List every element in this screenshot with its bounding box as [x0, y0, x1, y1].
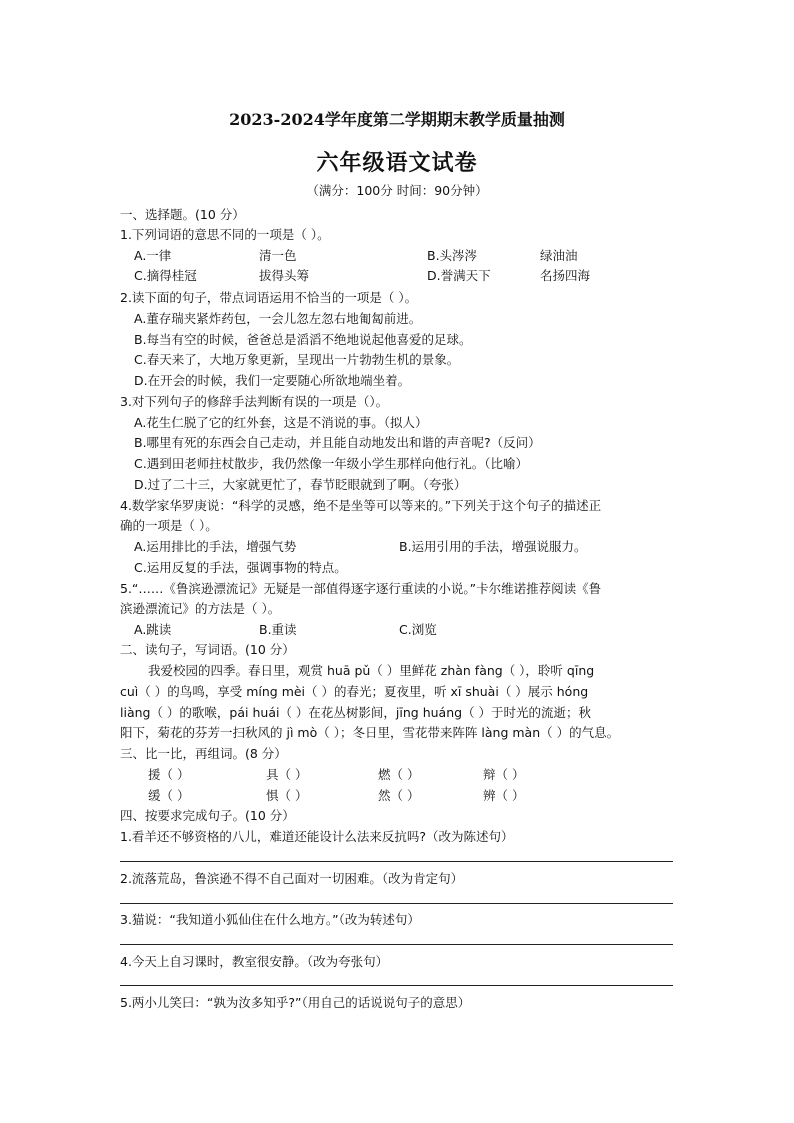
- q3-option-d: D.过了二十三，大家就更忙了，春节眨眼就到了啊。（夸张）: [134, 477, 467, 492]
- answer-line-3[interactable]: [120, 944, 673, 945]
- exam-meta: （满分：100分 时间：90分钟）: [306, 183, 488, 198]
- answer-line-1[interactable]: [120, 861, 673, 862]
- question-4-stem-line1: 4.数学家华罗庚说：“科学的灵感，绝不是坐等可以等来的。”下列关于这个句子的描述正: [120, 498, 602, 513]
- compare-row1-item3: 燃（ ）: [378, 767, 420, 782]
- q4-option-c: C.运用反复的手法，强调事物的特点。: [134, 560, 347, 575]
- section-heading-choice: 一、选择题。(10 分）: [120, 207, 245, 222]
- answer-line-4[interactable]: [120, 985, 673, 986]
- exam-title-line2: 六年级语文试卷: [316, 150, 478, 176]
- question-3-stem: 3.对下列句子的修辞手法判断有误的一项是（）。: [120, 394, 389, 409]
- compare-row2-item3: 然（ ）: [378, 788, 420, 803]
- section-heading-sentences: 四、按要求完成句子。(10 分）: [120, 808, 295, 823]
- sentence-question-4: 4.今天上自习课时，教室很安静。（改为夸张句）: [120, 954, 389, 969]
- question-1-stem: 1.下列词语的意思不同的一项是（ ）。: [120, 227, 330, 242]
- pinyin-passage-line4: 阳下，菊花的芬芳一扫秋风的 jì mò（ ）；冬日里，雪花带来阵阵 làng màn（ ）的气息。: [120, 725, 620, 740]
- q1-option-d-word2: 名扬四海: [540, 268, 591, 283]
- section-heading-pinyin: 二、读句子，写词语。(10 分）: [120, 642, 295, 657]
- q2-option-a: A.董存瑞夹紧炸药包，一会儿忽左忽右地匍匐前进。: [134, 311, 422, 326]
- compare-row1-item4: 辩（ ）: [483, 767, 525, 782]
- q1-option-a-word2: 清一色: [259, 248, 297, 263]
- question-5-stem-line2: 滨逊漂流记》的方法是（ ）。: [120, 601, 281, 616]
- q1-option-a: A.一律: [134, 248, 172, 263]
- exam-title-line1: 2023-2024学年度第二学期期末教学质量抽测: [229, 110, 565, 129]
- q3-option-b: B.哪里有死的东西会自己走动，并且能自动地发出和谐的声音呢?（反问）: [134, 435, 541, 450]
- compare-row2-item1: 缓（ ）: [148, 788, 190, 803]
- q4-option-b: B.运用引用的手法，增强说服力。: [399, 539, 587, 554]
- q5-option-b: B.重读: [259, 622, 297, 637]
- q1-option-c: C.摘得桂冠: [134, 268, 197, 283]
- compare-row2-item4: 辨（ ）: [483, 788, 525, 803]
- q1-option-d: D.誉满天下: [427, 268, 491, 283]
- sentence-question-2: 2.流落荒岛，鲁滨逊不得不自己面对一切困难。（改为肯定句）: [120, 871, 464, 886]
- pinyin-passage-line3: liàng（ ）的歌喉，pái huái（ ）在花丛树影间，jīng huáng（ ）于时光的流逝；秋: [120, 705, 592, 720]
- q3-option-a: A.花生仁脱了它的红外套，这是不消说的事。（拟人）: [134, 415, 428, 430]
- compare-row1-item1: 援（ ）: [148, 767, 190, 782]
- q2-option-d: D.在开会的时候，我们一定要随心所欲地端坐着。: [134, 373, 411, 388]
- q1-option-c-word2: 拔得头筹: [259, 268, 310, 283]
- question-5-stem-line1: 5.“……《鲁滨逊漂流记》无疑是一部值得逐字逐行重读的小说。”卡尔维诺推荐阅读《鲁: [120, 581, 602, 596]
- sentence-question-1: 1.看羊还不够资格的八儿，难道还能设计么法来反抗吗?（改为陈述句）: [120, 829, 514, 844]
- answer-line-2[interactable]: [120, 903, 673, 904]
- question-2-stem: 2.读下面的句子，带点词语运用不恰当的一项是（ ）。: [120, 290, 418, 305]
- q5-option-c: C.浏览: [399, 622, 437, 637]
- q2-option-c: C.春天来了，大地万象更新，呈现出一片勃勃生机的景象。: [134, 352, 460, 367]
- sentence-question-3: 3.猫说：“我知道小狐仙住在什么地方。”（改为转述句）: [120, 912, 420, 927]
- pinyin-passage-line2: cuì（ ）的鸟鸣，享受 míng mèi（ ）的春光；夏夜里，听 xī shuài（ ）展示 hóng: [120, 684, 589, 699]
- q1-option-b-word2: 绿油油: [540, 248, 578, 263]
- q3-option-c: C.遇到田老师拄杖散步，我仍然像一年级小学生那样向他行礼。（比喻）: [134, 456, 528, 471]
- sentence-question-5: 5.两小儿笑曰：“孰为汝多知乎?”（用自己的话说说句子的意思）: [120, 995, 471, 1010]
- pinyin-passage-line1: 我爱校园的四季。春日里，观赏 huā pǔ（ ）里鲜花 zhàn fàng（ ），聆听 qīng: [148, 663, 595, 678]
- q1-option-b: B.头涔涔: [427, 248, 478, 263]
- compare-row2-item2: 惧（ ）: [266, 788, 308, 803]
- section-heading-compare: 三、比一比，再组词。(8 分）: [120, 746, 287, 761]
- q5-option-a: A.跳读: [134, 622, 172, 637]
- question-4-stem-line2: 确的一项是（ ）。: [120, 518, 218, 533]
- q4-option-a: A.运用排比的手法，增强气势: [134, 539, 297, 554]
- compare-row1-item2: 具（ ）: [266, 767, 308, 782]
- q2-option-b: B.每当有空的时候，爸爸总是滔滔不绝地说起他喜爱的足球。: [134, 332, 472, 347]
